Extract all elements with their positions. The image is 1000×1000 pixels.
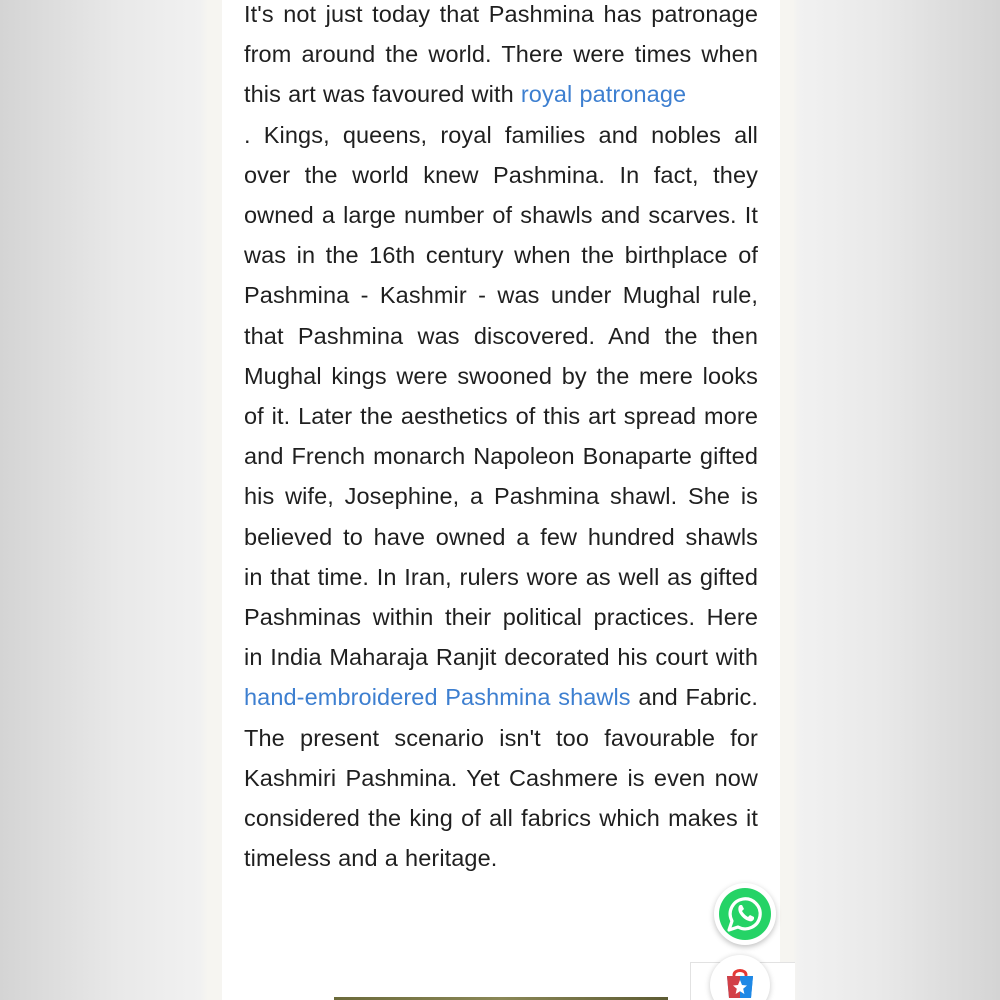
paragraph-2: [244, 115, 758, 879]
paragraph-1: [244, 0, 758, 115]
shopping-bag-star-icon: [724, 965, 756, 1000]
hand-embroidered-shawls-link[interactable]: hand-embroidered Pashmina shawls: [244, 684, 631, 711]
paragraph-2-text-end: and Fabric. The present scenario isn't too favourable for Kashmiri Pashmina. Yet Cashmere is even now considered the king of all fabrics which makes it timeless and a heritage.: [244, 684, 758, 872]
article-body: [244, 0, 758, 878]
royal-patronage-link[interactable]: royal patronage: [520, 81, 687, 108]
whatsapp-icon: [717, 886, 773, 942]
paragraph-2-text-start: . Kings, queens, royal families and nobles all over the world knew Pashmina. In fact, they owned a large number of shawls and scarves. It was in the 16th century when the birthplace of Pashmina - Kashmir - was under Mughal rule, that Pashmina was discovered. And the then Mughal kings were swooned by the mere looks of it. Later the aesthetics of this art spread more and French monarch Napoleon Bonaparte gifted his wife, Josephine, a Pashmina shawl. She is believed to have owned a few hundred shawls in that time. In Iran, rulers wore as well as gifted Pashminas within their political practices. Here in India Maharaja Ranjit decorated his court with: [244, 121, 758, 671]
whatsapp-chat-button[interactable]: [714, 883, 776, 945]
paragraph-1-text: It's not just today that Pashmina has patronage from around the world. There were times when this art was favoured with: [244, 1, 758, 108]
